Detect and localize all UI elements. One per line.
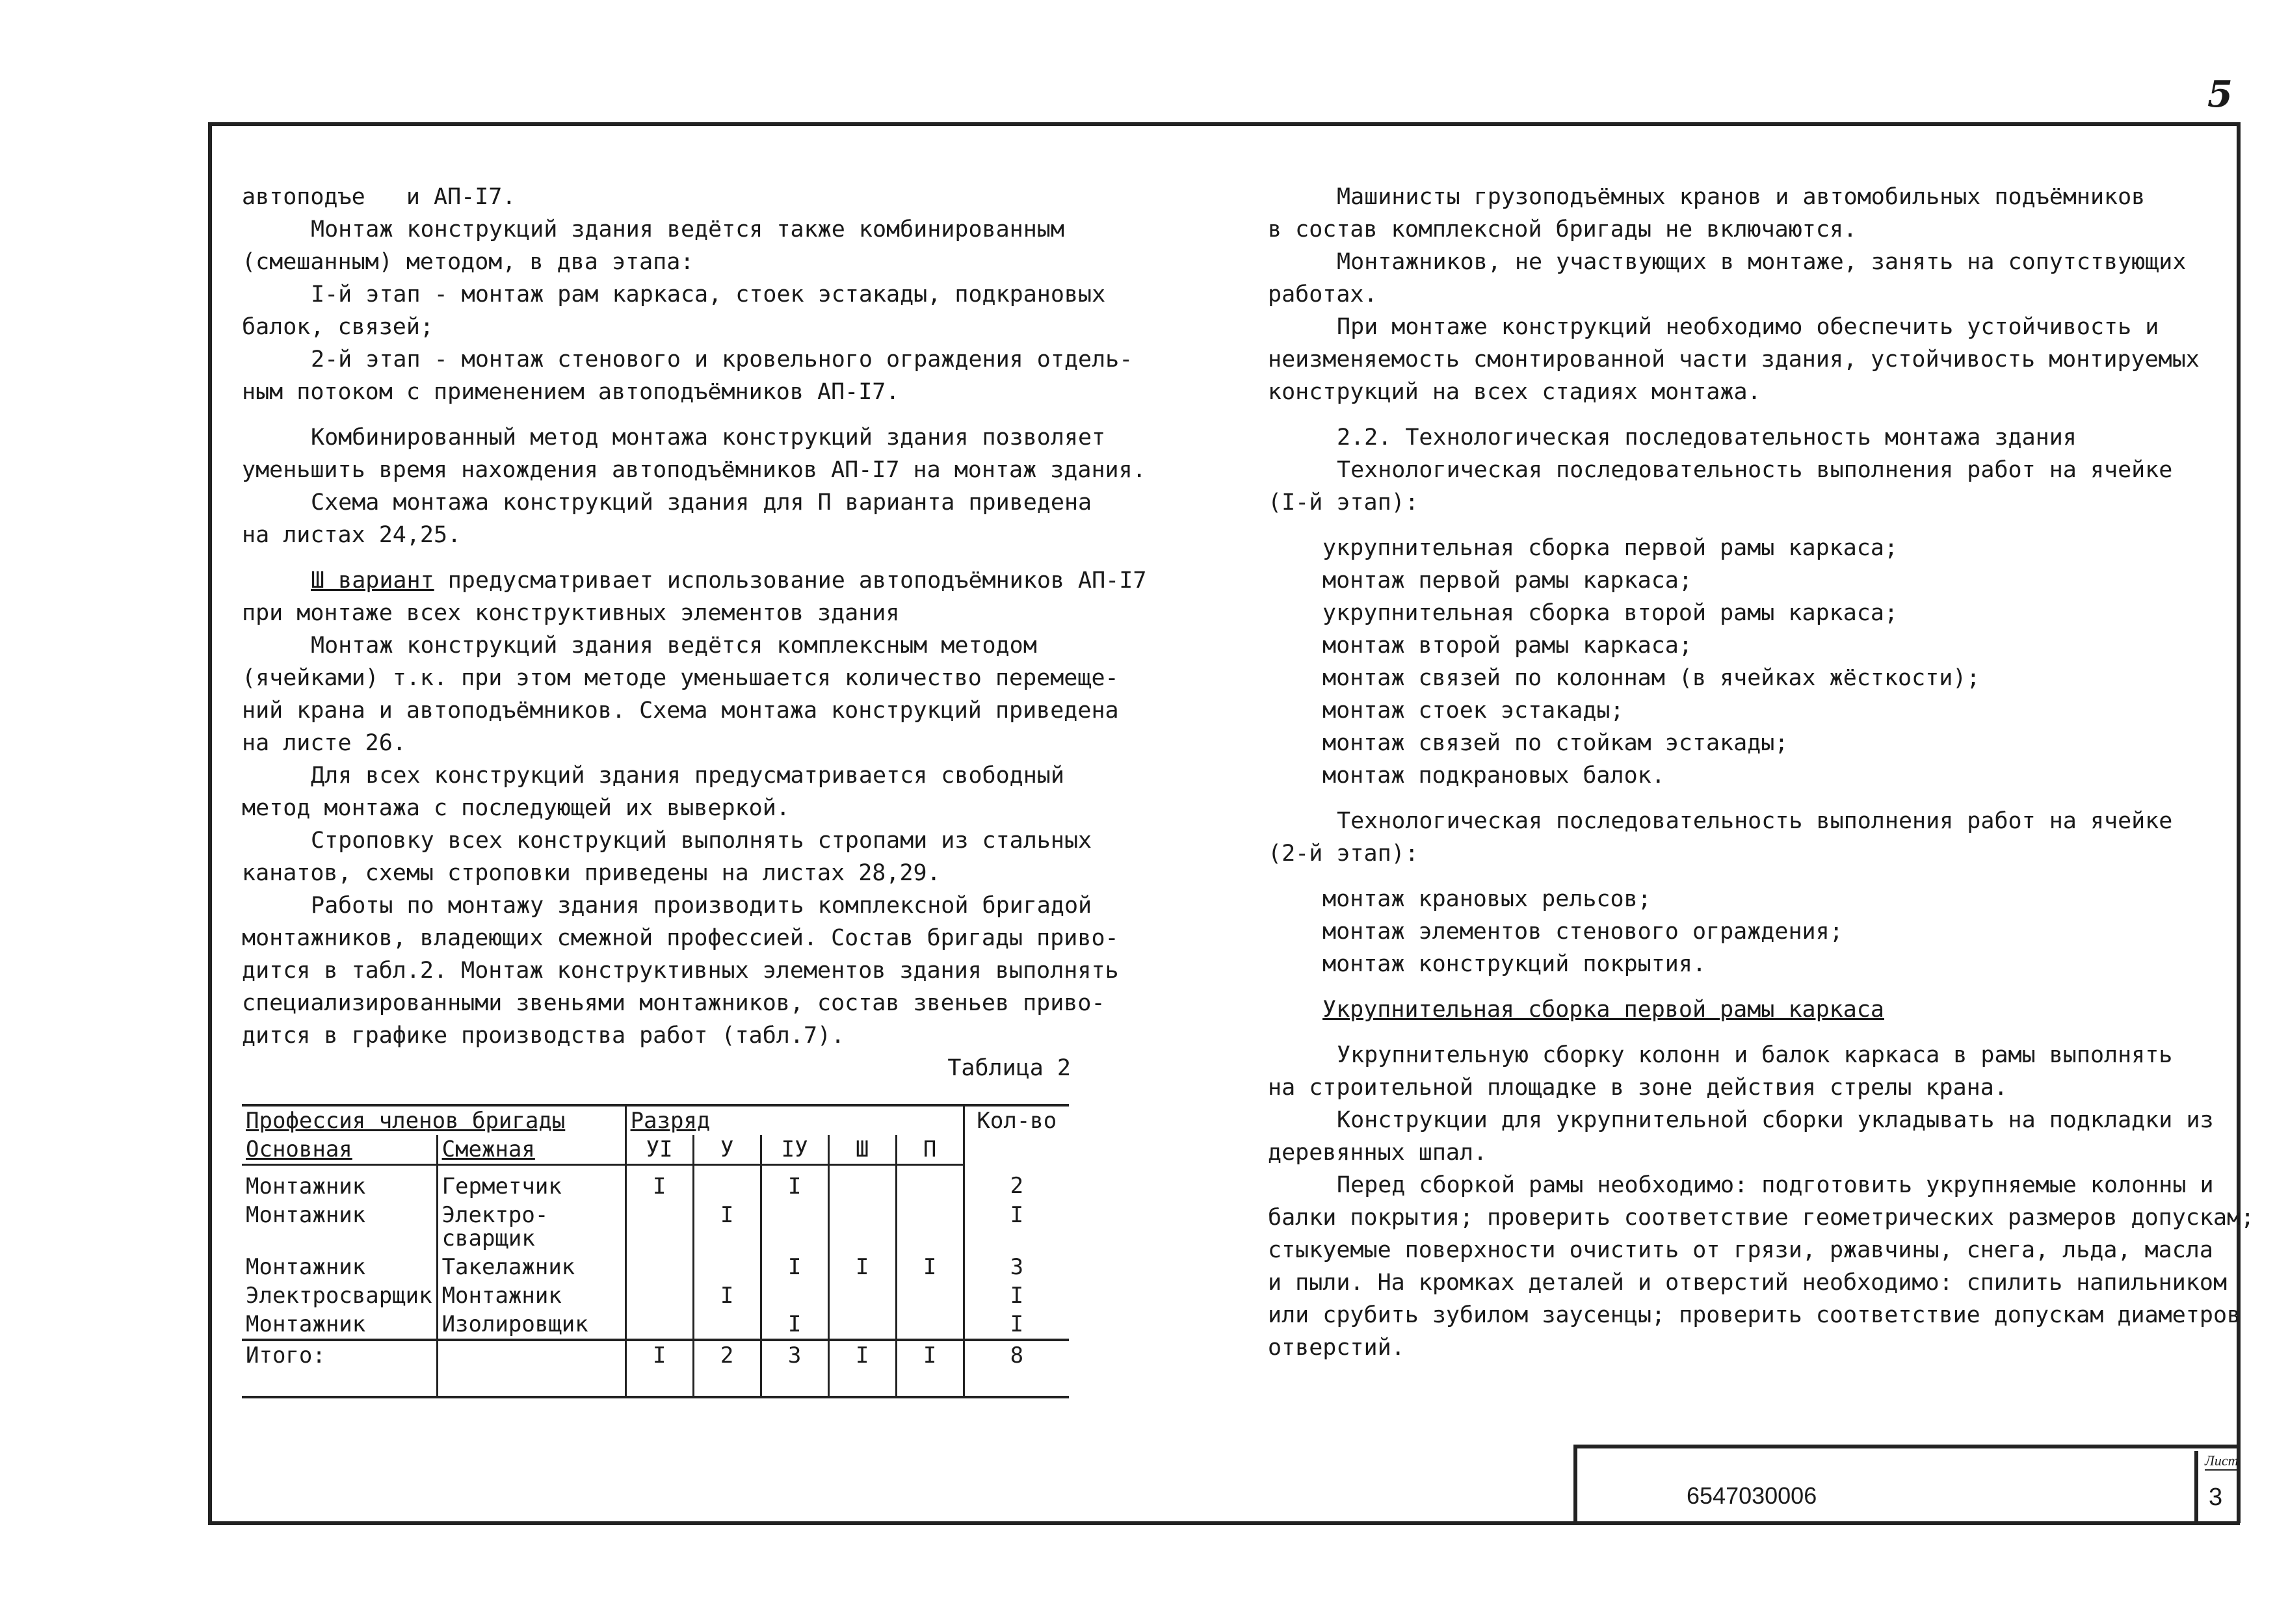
header-main: Основная	[242, 1135, 437, 1165]
text-line: на листах 24,25.	[242, 522, 462, 548]
text-line: деревянных шпал.	[1268, 1140, 1488, 1166]
cell-grade	[625, 1253, 693, 1281]
cell-count: I	[964, 1281, 1069, 1310]
table-total-row	[242, 1340, 1069, 1397]
table-bottom-rule	[242, 1397, 1069, 1398]
cell-total-grade: I	[896, 1340, 964, 1397]
text-line: при монтаже всех конструктивных элементов здания	[242, 600, 900, 626]
paragraph-gap	[242, 551, 1139, 564]
text-line: стыкуемые поверхности очистить от грязи, ржавчины, снега, льда, масла	[1268, 1237, 2213, 1263]
text-line: отверстий.	[1268, 1335, 1405, 1361]
cell-grade: I	[693, 1281, 761, 1310]
list-item: монтаж второй рамы каркаса;	[1322, 633, 1692, 659]
paragraph-gap	[1268, 519, 2217, 532]
header-grade-6: УI	[625, 1135, 693, 1165]
right-column	[1268, 181, 2255, 1364]
text-line: Технологическая последовательность выполнения работ на ячейке	[1337, 808, 2173, 834]
header-grade-2: П	[896, 1135, 964, 1165]
text-line: уменьшить время нахождения автоподъёмников АП-I7 на монтаж здания.	[242, 457, 1146, 483]
cell-grade	[693, 1310, 761, 1340]
list-item: монтаж крановых рельсов;	[1322, 886, 1651, 912]
table-row	[242, 1281, 1069, 1310]
table-caption: Таблица 2	[947, 1055, 1071, 1081]
header-grade: Разряд	[625, 1105, 964, 1135]
table-row	[242, 1253, 1069, 1281]
cell-grade: I	[761, 1310, 828, 1340]
text-line: дится в графике производства работ (табл.7).	[242, 1023, 845, 1049]
cell-grade	[693, 1165, 761, 1201]
cell-grade	[828, 1281, 896, 1310]
cell-grade	[761, 1281, 828, 1310]
text-line: Технологическая последовательность выполнения работ на ячейке	[1337, 457, 2173, 483]
text-line: Конструкции для укрупнительной сборки укладывать на подкладки из	[1337, 1107, 2214, 1133]
cell-adjacent-profession: Монтажник	[437, 1281, 625, 1310]
cell-grade: I	[693, 1201, 761, 1253]
list-item: монтаж связей по стойкам эстакады;	[1322, 730, 1789, 756]
list-item: укрупнительная сборка первой рамы каркаса;	[1322, 535, 1899, 561]
text-line: Укрупнительную сборку колонн и балок каркаса в рамы выполнять	[1337, 1042, 2173, 1068]
text-line: (2-й этап):	[1268, 841, 1419, 867]
variant-label: Ш вариант	[311, 568, 434, 594]
text-line: (ячейками) т.к. при этом методе уменьшается количество перемеще-	[242, 665, 1119, 691]
title-block-stamp	[1573, 1445, 2237, 1525]
cell-grade	[625, 1201, 693, 1253]
cell-grade	[625, 1281, 693, 1310]
text-line: канатов, схемы строповки приведены на листах 28,29.	[242, 860, 941, 886]
document-code: 6547030006	[1687, 1482, 1817, 1509]
sheet-number: 3	[2209, 1484, 2223, 1511]
list-item: монтаж первой рамы каркаса;	[1322, 568, 1692, 594]
text-line: Работы по монтажу здания производить комплексной бригадой	[311, 893, 1092, 919]
text-line: Перед сборкой рамы необходимо: подготовить укрупняемые колонны и	[1337, 1172, 2214, 1198]
paragraph-gap	[1268, 870, 2217, 883]
frame-left-border	[208, 122, 212, 1523]
cell-total-count: 8	[964, 1340, 1069, 1397]
cell-grade	[625, 1310, 693, 1340]
text-line: балки покрытия; проверить соответствие геометрических размеров допускам;	[1268, 1205, 2255, 1231]
text-line: дится в табл.2. Монтаж конструктивных элементов здания выполнять	[242, 958, 1119, 984]
text-line: I-й этап - монтаж рам каркаса, стоек эстакады, подкрановых	[311, 282, 1106, 308]
sheet-box	[2194, 1451, 2241, 1525]
table-bottom-line	[242, 1397, 1069, 1398]
header-adjacent: Смежная	[437, 1135, 625, 1165]
text-line: Комбинированный метод монтажа конструкций здания позволяет	[311, 425, 1106, 451]
text-line: неизменяемость смонтированной части здания, устойчивость монтируемых	[1268, 347, 2200, 373]
cell-adjacent-profession: Электро- сварщик	[437, 1201, 625, 1253]
text-line: Строповку всех конструкций выполнять стропами из стальных	[311, 828, 1092, 854]
cell-grade	[828, 1165, 896, 1201]
text-line: балок, связей;	[242, 314, 434, 340]
list-item: укрупнительная сборка второй рамы каркаса;	[1322, 600, 1899, 626]
text-line: специализированными звеньями монтажников, состав звеньев приво-	[242, 990, 1105, 1016]
text-line: ний крана и автоподъёмников. Схема монтажа конструкций приведена	[242, 698, 1119, 724]
text-line: работах.	[1268, 282, 1378, 308]
list-item: монтаж связей по колоннам (в ячейках жёсткости);	[1322, 665, 1980, 691]
text-line: ным потоком с применением автоподъёмников АП-I7.	[242, 379, 900, 405]
cell-grade: I	[761, 1165, 828, 1201]
cell-grade: I	[625, 1165, 693, 1201]
table-row	[242, 1165, 1069, 1201]
header-grade-3: Ш	[828, 1135, 896, 1165]
cell-grade	[828, 1201, 896, 1253]
right-paragraphs	[1268, 181, 2255, 1364]
cell-grade	[896, 1201, 964, 1253]
text-line: Машинисты грузоподъёмных кранов и автомобильных подъёмников	[1337, 184, 2146, 210]
table-row	[242, 1310, 1069, 1340]
table-row	[242, 1201, 1069, 1253]
header-grade-4: IУ	[761, 1135, 828, 1165]
cell-grade	[896, 1281, 964, 1310]
cell-total-grade: 2	[693, 1340, 761, 1397]
cell-grade	[896, 1310, 964, 1340]
cell-total-grade: 3	[761, 1340, 828, 1397]
text-line: 2-й этап - монтаж стенового и кровельного ограждения отдель-	[311, 347, 1133, 373]
cell-main-profession: Монтажник	[246, 1202, 366, 1228]
cell-total-empty	[437, 1340, 625, 1397]
paragraph-gap	[242, 408, 1139, 421]
text-line: монтажников, владеющих смежной профессией. Состав бригады приво-	[242, 925, 1119, 951]
variant-text: предусматривает использование автоподъёмников АП-I7	[434, 568, 1147, 594]
cell-grade: I	[828, 1253, 896, 1281]
cell-total-grade: I	[625, 1340, 693, 1397]
cell-adjacent-profession: Герметчик	[437, 1165, 625, 1201]
text-line: Монтаж конструкций здания ведётся также комбинированным	[311, 216, 1064, 242]
text-line: Схема монтажа конструкций здания для П варианта приведена	[311, 490, 1092, 516]
cell-adjacent-profession: Изолировщик	[437, 1310, 625, 1340]
text-line: или срубить зубилом заусенцы; проверить соответствие допускам диаметров	[1268, 1302, 2241, 1328]
list-item: монтаж конструкций покрытия.	[1322, 951, 1707, 977]
text-line: на строительной площадке в зоне действия стрелы крана.	[1268, 1075, 2008, 1101]
cell-grade	[693, 1253, 761, 1281]
left-paragraphs-top	[242, 181, 1146, 564]
text-line: конструкций на всех стадиях монтажа.	[1268, 379, 1761, 405]
sheet-label: Лист	[2205, 1452, 2239, 1471]
text-line: в состав комплексной бригады не включаются.	[1268, 216, 1858, 242]
header-profession: Профессия членов бригады	[246, 1108, 566, 1134]
text-line: (I-й этап):	[1268, 490, 1419, 516]
text-line: При монтаже конструкций необходимо обеспечить устойчивость и	[1337, 314, 2159, 340]
cell-count: 2	[964, 1165, 1069, 1201]
cell-main-profession: Монтажник	[246, 1254, 366, 1280]
frame-top-border	[208, 122, 2240, 126]
left-paragraphs-bottom	[242, 597, 1139, 1052]
paragraph-gap	[1268, 792, 2217, 805]
text-line: 2.2. Технологическая последовательность монтажа здания	[1337, 425, 2077, 451]
paragraph-gap	[1268, 408, 2217, 421]
text-line: Монтажников, не участвующих в монтаже, занять на сопутствующих	[1337, 249, 2187, 275]
list-item: монтаж подкрановых балок.	[1322, 763, 1665, 789]
paragraph-gap	[1268, 1026, 2217, 1039]
text-line: на листе 26.	[242, 730, 406, 756]
cell-adjacent-profession: Такелажник	[437, 1253, 625, 1281]
cell-count: 3	[964, 1253, 1069, 1281]
crew-table	[242, 1104, 1069, 1398]
text-line: автоподъе и АП-I7.	[242, 184, 516, 210]
cell-main-profession: Монтажник	[246, 1311, 366, 1337]
cell-grade	[828, 1310, 896, 1340]
stamp-divider	[1573, 1448, 1577, 1525]
cell-count: I	[964, 1201, 1069, 1253]
text-line: Монтаж конструкций здания ведётся комплексным методом	[311, 633, 1037, 659]
cell-count: I	[964, 1310, 1069, 1340]
text-line: метод монтажа с последующей их выверкой.	[242, 795, 790, 821]
page-number: 5	[2207, 73, 2233, 116]
cell-main-profession: Электросварщик	[246, 1283, 432, 1309]
cell-grade: I	[761, 1253, 828, 1281]
cell-grade: I	[896, 1253, 964, 1281]
variant-paragraph	[242, 564, 1147, 597]
cell-total-grade: I	[828, 1340, 896, 1397]
cell-main-profession: Монтажник	[246, 1173, 366, 1199]
text-line: Для всех конструкций здания предусматривается свободный	[311, 763, 1064, 789]
header-count: Кол-во	[964, 1105, 1069, 1165]
list-item: монтаж элементов стенового ограждения;	[1322, 919, 1843, 945]
header-grade-5: У	[693, 1135, 761, 1165]
text-line: и пыли. На кромках деталей и отверстий необходимо: спилить напильником	[1268, 1270, 2228, 1296]
paragraph-gap	[1268, 980, 2217, 993]
text-line: (смешанным) методом, в два этапа:	[242, 249, 694, 275]
cell-grade	[896, 1165, 964, 1201]
list-item: монтаж стоек эстакады;	[1322, 698, 1624, 724]
cell-total-label: Итого:	[242, 1340, 437, 1397]
section-heading: Укрупнительная сборка первой рамы каркаса	[1322, 997, 1884, 1023]
left-column	[242, 181, 1147, 1398]
cell-grade	[761, 1201, 828, 1253]
